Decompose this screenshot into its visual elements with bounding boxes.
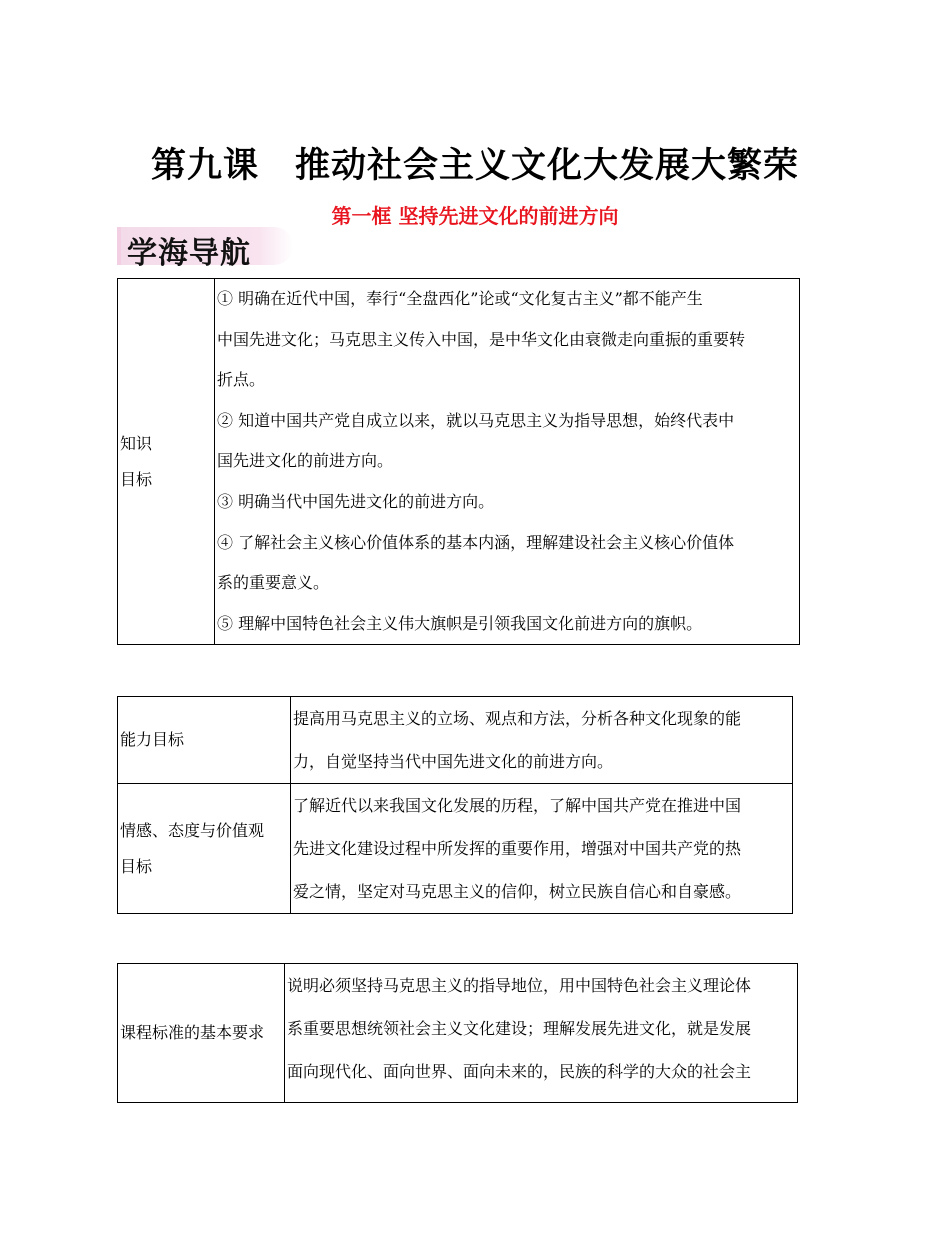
label-line: 课程标准的基本要求: [120, 1023, 265, 1042]
content-line: 力，自觉坚持当代中国先进文化的前进方向。: [293, 752, 614, 771]
content-line: 说明必须坚持马克思主义的指导地位，用中国特色社会主义理论体: [287, 976, 752, 995]
emotion-goals-label: [118, 784, 291, 914]
section-banner: [117, 227, 293, 271]
curriculum-standards-label: [118, 964, 285, 1103]
table-row: [118, 697, 793, 784]
content-line: 折点。: [217, 370, 266, 390]
label-line: 情感、态度与价值观: [120, 820, 265, 840]
content-line: ③ 明确当代中国先进文化的前进方向。: [217, 491, 495, 511]
content-line: 爱之情，坚定对马克思主义的信仰，树立民族自信心和自豪感。: [293, 882, 742, 901]
lesson-title: 第九课 推动社会主义文化大发展大繁荣: [150, 146, 799, 186]
knowledge-goals-label: [118, 279, 215, 645]
section-subtitle: 第一框 坚持先进文化的前进方向: [331, 204, 619, 228]
ability-goals-label: [118, 697, 291, 784]
curriculum-standards-table: [117, 963, 798, 1103]
content-line: ① 明确在近代中国，奉行“全盘西化”论或“文化复古主义”都不能产生: [217, 289, 703, 308]
table-row: [118, 279, 800, 645]
content-line: 了解近代以来我国文化发展的历程，了解中国共产党在推进中国: [293, 796, 742, 815]
content-line: 中国先进文化；马克思主义传入中国，是中华文化由衰微走向重振的重要转: [217, 329, 746, 349]
label-line: 目标: [120, 856, 153, 876]
content-line: 先进文化建设过程中所发挥的重要作用，增强对中国共产党的热: [293, 839, 742, 858]
knowledge-goals-table: [117, 278, 800, 645]
label-line: 能力目标: [120, 730, 185, 749]
content-line: ⑤ 理解中国特色社会主义伟大旗帜是引领我国文化前进方向的旗帜。: [217, 613, 703, 633]
content-line: ④ 了解社会主义核心价值体系的基本内涵，理解建设社会主义核心价值体: [217, 532, 735, 552]
content-line: 系重要思想统领社会主义文化建设；理解发展先进文化，就是发展: [287, 1019, 752, 1038]
content-line: 提高用马克思主义的立场、观点和方法，分析各种文化现象的能: [293, 709, 742, 728]
content-line: 系的重要意义。: [217, 573, 330, 593]
table-row: [118, 784, 793, 914]
label-line: 知识: [120, 433, 153, 453]
ability-emotion-goals-table: [117, 696, 793, 914]
content-line: 国先进文化的前进方向。: [217, 451, 394, 471]
content-line: 面向现代化、面向世界、面向未来的，民族的科学的大众的社会主: [287, 1062, 752, 1081]
table-row: [118, 964, 798, 1103]
emotion-goals-content: [291, 784, 793, 914]
content-line: ② 知道中国共产党自成立以来，就以马克思主义为指导思想，始终代表中: [217, 410, 735, 430]
banner-label: 学海导航: [127, 236, 251, 271]
knowledge-goals-content: [215, 279, 800, 645]
curriculum-standards-content: [285, 964, 798, 1103]
ability-goals-content: [291, 697, 793, 784]
label-line: 目标: [120, 469, 153, 489]
